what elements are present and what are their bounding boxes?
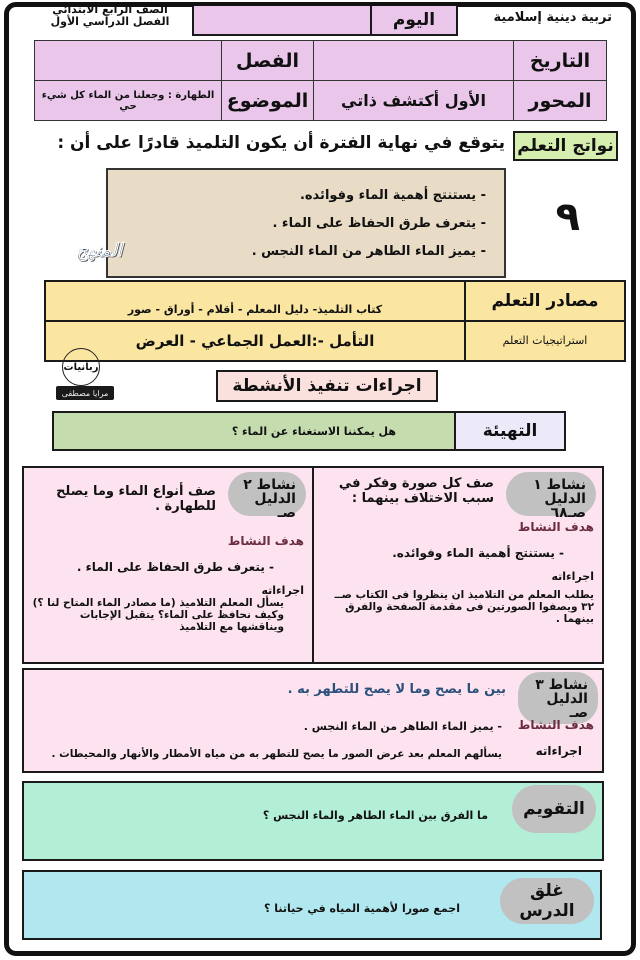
closing-task: اجمع صورا لأهمية المياه في حياتنا ؟	[264, 902, 460, 915]
activity-1-procedures: يطلب المعلم من التلاميذ ان ينظروا فى الكتاب صــ ٣٢ ويصفوا الصورتين فى مقدمة الصفحة والفرق بينهما .	[334, 589, 594, 625]
day-label: اليوم	[372, 6, 458, 36]
activity-3	[22, 668, 604, 773]
activity-2-badge	[228, 472, 306, 521]
activity-1-guide-page: الدليل صـ٦٨	[544, 491, 586, 521]
activity-1	[314, 468, 602, 662]
evaluation-question: ما الفرق بين الماء الطاهر والماء النجس ؟	[262, 809, 488, 822]
rabbaniyat-logo-icon: ربانيات	[62, 348, 100, 386]
day-value-field[interactable]	[192, 6, 372, 36]
sources-label: مصادر التعلم	[465, 281, 625, 321]
resources-table	[44, 280, 626, 362]
closing-label: غلق الدرس	[500, 878, 594, 924]
activity-3-procedures: يسألهم المعلم بعد عرض الصور ما يصح للتطهر به من مياه الأمطار والأنهار والمحيطات .	[51, 748, 502, 760]
activity-3-goal: - يميز الماء الطاهر من الماء النجس .	[303, 720, 502, 733]
outcome-item: - يميز الماء الطاهر من الماء النجس .	[251, 244, 486, 259]
closing-box	[22, 870, 602, 940]
logo-caption: مرايا مصطفى	[56, 386, 114, 400]
warmup-question: هل يمكننا الاستغناء عن الماء ؟	[54, 413, 454, 449]
class-label: الفصل	[222, 41, 314, 81]
activity-1-task: صف كل صورة وفكر في سبب الاختلاف بينهما :	[338, 476, 494, 506]
outcome-item: - يستنتج أهمية الماء وفوائده.	[299, 188, 486, 203]
lesson-number: ٩	[555, 194, 580, 240]
activity-2-goal: - يتعرف طرق الحفاظ على الماء .	[76, 560, 274, 574]
activity-2-title: نشاط ٢	[243, 477, 296, 493]
date-field[interactable]	[314, 41, 514, 81]
warmup-label: التهيئة	[454, 413, 564, 449]
activity-3-task: بين ما يصح وما لا يصح للتطهر به .	[287, 682, 506, 697]
outcome-item: - يتعرف طرق الحفاظ على الماء .	[272, 216, 486, 231]
header-table	[34, 40, 607, 121]
topic-value: الطهارة : وجعلنا من الماء كل شيء حي	[35, 81, 222, 121]
procedures-title: اجراءات تنفيذ الأنشطة	[216, 370, 438, 402]
sources-value: كتاب التلميذ- دليل المعلم - أقلام - أوراق - صور	[45, 281, 465, 321]
topic-label: الموضوع	[222, 81, 314, 121]
almanhag-logo-icon: المنهج	[75, 239, 123, 261]
strategies-label: استراتيجيات التعلم	[465, 321, 625, 361]
activity-2-procedures: يسأل المعلم التلاميذ (ما مصادر الماء المتاح لنا ؟) وكيف نحافظ على الماء؟ يتقبل الإجابات ويناقشها مع التلاميذ	[32, 597, 284, 633]
activity-2-guide-page: الدليل صـ	[254, 491, 296, 521]
strategies-value: التأمل -:العمل الجماعي - العرض	[45, 321, 465, 361]
activity-2-task: صف أنواع الماء وما يصلح للطهارة .	[56, 484, 216, 514]
activity-1-title: نشاط ١	[533, 477, 586, 493]
grade-label	[40, 4, 180, 28]
class-field[interactable]	[35, 41, 222, 81]
axis-label: المحور	[514, 81, 607, 121]
outcomes-list	[106, 168, 506, 278]
evaluation-box	[22, 781, 604, 861]
term-line: الفصل الدراسي الأول	[50, 15, 170, 28]
activity-1-procedures-label: اجراءاته	[551, 570, 594, 583]
warmup-row	[52, 411, 566, 451]
outcomes-label: نواتج التعلم	[513, 131, 618, 161]
activity-3-goal-label: هدف النشاط	[517, 718, 594, 732]
activity-2	[24, 468, 314, 662]
axis-value: الأول أكتشف ذاتي	[314, 81, 514, 121]
evaluation-label: التقويم	[512, 785, 596, 833]
activity-1-goal-label: هدف النشاط	[517, 520, 594, 534]
outcomes-intro: يتوقع في نهاية الفترة أن يكون التلميذ قادرًا على أن :	[57, 133, 505, 153]
subject-label: تربية دينية إسلامية	[493, 10, 612, 25]
date-label: التاريخ	[514, 41, 607, 81]
activity-3-title: نشاط ٣	[535, 677, 588, 693]
activities-row	[22, 466, 604, 664]
activity-2-procedures-label: اجراءاته	[261, 584, 304, 597]
activity-3-badge	[518, 672, 598, 724]
grade-line: الصف الرابع الابتدائي	[52, 3, 168, 16]
activity-3-procedures-label: اجراءاته	[535, 744, 582, 758]
activity-3-guide-page: الدليل صـ	[546, 691, 588, 721]
activity-1-badge	[506, 472, 596, 521]
activity-2-goal-label: هدف النشاط	[227, 534, 304, 548]
activity-1-goal: - يستنتج أهمية الماء وفوائده.	[392, 546, 564, 560]
